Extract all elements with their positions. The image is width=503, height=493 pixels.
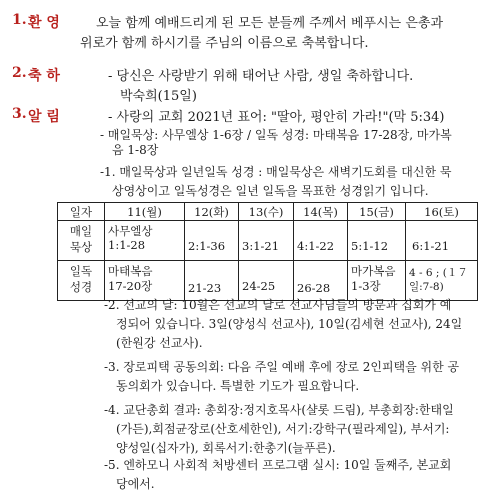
table-cell — [185, 221, 239, 261]
table-header: 16(토) — [406, 203, 478, 221]
reading-plan-line1: - 매일묵상: 사무엘상 1-6장 / 일독 성경: 마태복음 17-28장, 마가복 — [100, 128, 452, 142]
table-cell — [239, 221, 294, 261]
cell-text: 1-3장 — [351, 279, 381, 293]
welcome-heading: 환 영 — [28, 15, 60, 31]
cell-text: 사무엘상 — [108, 224, 153, 238]
table-cell — [406, 261, 478, 301]
cell-text: 5:1-12 — [351, 239, 389, 253]
cell-text: 17-20장 — [108, 279, 153, 293]
table-header: 13(수) — [239, 203, 294, 221]
notice-item3-line1: -3. 장로피택 공동의회: 다음 주일 예배 후에 장로 2인피택을 위한 공 — [104, 360, 460, 374]
notice-item4-line2: (가든),회점균장로(산호세한인), 서기:강학구(필라제일), 부서기: — [116, 422, 450, 436]
welcome-text-line1: 오늘 함께 예배드리게 된 모든 분들께 주께서 베푸시는 은총과 — [96, 16, 444, 31]
row-label-line: 매일 — [69, 224, 93, 238]
table-cell — [294, 221, 348, 261]
cell-text: 6:1-21 — [412, 239, 450, 253]
birthday-heading: 축 하 — [28, 68, 60, 84]
notice-item5-line2: 당에서. — [116, 477, 155, 491]
row-label-line: 묵상 — [69, 240, 93, 254]
reading-schedule-table — [57, 202, 478, 301]
table-cell — [239, 261, 294, 301]
cell-text: 마태복음 — [108, 264, 153, 278]
table-header: 15(금) — [348, 203, 406, 221]
cell-text: 4:1-22 — [297, 239, 335, 253]
cell-text: 3:1-21 — [242, 239, 280, 253]
cell-text: 2:1-36 — [188, 239, 226, 253]
section-number-birthday: 2. — [12, 65, 27, 81]
row-label-daily-devotion — [58, 221, 105, 261]
table-cell — [348, 221, 406, 261]
notice-item2-line3: (한원강 선교사). — [116, 336, 203, 350]
birthday-text-line1: - 당신은 사랑받기 위해 태어난 사람, 생일 축하합니다. — [108, 69, 414, 84]
notice-heading: 알 림 — [28, 109, 60, 125]
section-number-welcome: 1. — [12, 12, 27, 28]
notice-item1-line2: 상영상이고 일독성경은 일년 일독을 목표한 성경읽기 입니다. — [112, 184, 429, 198]
row-label-bible-reading — [58, 261, 105, 301]
table-cell — [105, 261, 185, 301]
table-cell — [105, 221, 185, 261]
reading-plan-line2: 음 1-8장 — [112, 143, 159, 157]
cell-text: 26-28 — [297, 281, 331, 295]
table-header: 일자 — [58, 203, 105, 221]
table-header: 11(월) — [105, 203, 185, 221]
table-cell — [294, 261, 348, 301]
cell-text: 1:1-28 — [108, 238, 146, 252]
notice-item3-line2: 동의회가 있습니다. 특별한 기도가 필요합니다. — [116, 379, 360, 393]
cell-text: 일:7-8) — [409, 281, 444, 293]
row-label-line: 일독 — [69, 264, 93, 278]
cell-text: 21-23 — [188, 281, 222, 295]
row-label-line: 성경 — [69, 280, 93, 294]
table-cell — [406, 221, 478, 261]
table-cell — [185, 261, 239, 301]
table-cell — [348, 261, 406, 301]
birthday-name: 박숙희(15일) — [120, 89, 197, 104]
cell-text: 마가복음 — [351, 264, 396, 278]
welcome-text-line2: 위로가 함께 하시기를 주님의 이름으로 축복합니다. — [80, 36, 369, 51]
notice-item2-line2: 정되어 있습니다. 3일(양성식 선교사), 10일(김세현 선교사), 24일 — [116, 317, 463, 331]
notice-item2-line1: -2. 선교의 달: 10월은 선교의 달로 선교사님들의 방문과 집회가 예 — [104, 298, 452, 312]
church-motto: - 사랑의 교회 2021년 표어: "딸아, 평안히 가라!"(막 5:34) — [108, 110, 445, 125]
table-header: 12(화) — [185, 203, 239, 221]
section-number-notice: 3. — [12, 106, 27, 122]
table-row — [58, 221, 478, 261]
notice-item1-line1: -1. 매일묵상과 일년일독 성경 : 매일묵상은 새벽기도회를 대신한 묵 — [100, 165, 452, 179]
notice-item4-line1: -4. 교단총회 결과: 총회장:정지호목사(샬롯 드림), 부총회장:한태일 — [104, 403, 454, 417]
notice-item5-line1: -5. 엔하모니 사회적 처방센터 프로그램 실시: 10일 둘째주, 본교회 — [104, 458, 452, 472]
notice-item4-line3: 양성일(십자가), 회록서기:한총기(늘푸른). — [116, 441, 336, 455]
table-row — [58, 261, 478, 301]
table-header: 14(목) — [294, 203, 348, 221]
cell-text: 4 - 6 ; (１７ — [409, 267, 468, 279]
cell-text: 24-25 — [242, 279, 276, 293]
table-header-row — [58, 203, 478, 221]
